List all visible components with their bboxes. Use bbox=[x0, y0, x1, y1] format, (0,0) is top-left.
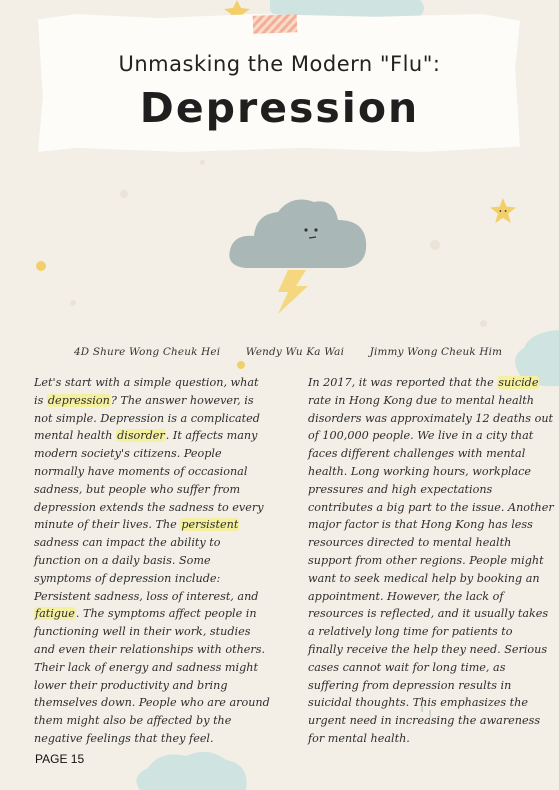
star-icon bbox=[490, 198, 516, 224]
author-name: 4D Shure Wong Cheuk Hei bbox=[74, 346, 221, 358]
text-segment: appointment. However, the lack of bbox=[308, 589, 504, 603]
author-line bbox=[74, 346, 514, 358]
text-segment: symptoms of depression include: bbox=[34, 571, 221, 585]
background-speck bbox=[120, 190, 128, 198]
body-text-line bbox=[34, 712, 270, 730]
article-column-right bbox=[308, 374, 554, 748]
text-segment: lower their productivity and bring bbox=[34, 678, 228, 692]
bottom-cloud-blob-icon bbox=[130, 746, 250, 790]
body-text-line bbox=[308, 445, 540, 463]
text-segment: sadness, but people who suffer from bbox=[34, 482, 241, 496]
highlighted-keyword: suicide bbox=[498, 376, 539, 389]
article-column-left bbox=[34, 374, 270, 748]
washi-tape bbox=[253, 14, 298, 34]
text-segment: not simple. Depression is a complicated bbox=[34, 411, 260, 425]
body-text-line bbox=[308, 427, 540, 445]
text-segment: function on a daily basis. Some bbox=[34, 553, 211, 567]
body-text-line bbox=[308, 481, 540, 499]
body-text-line bbox=[308, 677, 540, 695]
body-text-line bbox=[308, 694, 540, 712]
text-segment: for mental health. bbox=[308, 731, 410, 745]
text-segment: of 100,000 people. We live in a city that bbox=[308, 429, 534, 443]
text-segment: functioning well in their work, studies bbox=[34, 625, 251, 639]
text-segment: finally receive the help they need. Serious bbox=[308, 642, 548, 656]
text-segment: contributes a big part to the issue. Another bbox=[308, 500, 554, 514]
background-speck bbox=[480, 320, 487, 327]
page-number: PAGE 15 bbox=[35, 752, 85, 766]
body-text-line bbox=[308, 410, 554, 428]
text-segment: . The symptoms affect people in bbox=[75, 607, 257, 621]
text-segment: sadness can impact the ability to bbox=[34, 536, 221, 550]
body-text-line bbox=[34, 641, 270, 659]
body-text-line bbox=[34, 427, 270, 445]
body-text-line bbox=[34, 516, 270, 534]
text-segment: modern society's citizens. People bbox=[34, 447, 222, 461]
body-text-line bbox=[34, 730, 270, 748]
body-text-line bbox=[34, 570, 270, 588]
text-segment: themselves down. People who are around bbox=[34, 696, 270, 710]
body-text-line bbox=[308, 392, 540, 410]
rain-cloud-icon bbox=[226, 190, 371, 320]
text-segment: In 2017, it was reported that the bbox=[308, 376, 498, 389]
body-text-line bbox=[34, 677, 270, 695]
body-text-line bbox=[34, 623, 270, 641]
body-text-line bbox=[34, 659, 270, 677]
body-text-line bbox=[34, 694, 270, 712]
text-segment: mental health bbox=[34, 429, 117, 443]
body-text-line bbox=[308, 374, 540, 392]
yellow-dot-icon bbox=[35, 260, 47, 272]
body-text-line bbox=[308, 730, 540, 748]
text-segment: normally have moments of occasional bbox=[34, 464, 248, 478]
body-text-line bbox=[308, 623, 540, 641]
body-text-line bbox=[34, 481, 270, 499]
text-segment: pressures and high expectations bbox=[308, 482, 493, 496]
body-text-line bbox=[308, 570, 540, 588]
text-segment: resources is reflected, and it usually takes bbox=[308, 607, 549, 621]
text-segment: a relatively long time for patients to bbox=[308, 625, 513, 639]
text-segment: health. Long working hours, workplace bbox=[308, 464, 531, 478]
text-segment: major factor is that Hong Kong has less bbox=[308, 518, 533, 532]
body-text-line bbox=[34, 605, 270, 623]
text-segment: cases cannot wait for long time, as bbox=[308, 660, 506, 674]
text-segment: Persistent sadness, loss of interest, and bbox=[34, 589, 259, 603]
page-subtitle: Unmasking the Modern "Flu": bbox=[118, 52, 441, 76]
text-segment: rate in Hong Kong due to mental health bbox=[308, 393, 535, 407]
body-text-line bbox=[34, 410, 270, 428]
body-text-line bbox=[34, 392, 270, 410]
yellow-dot-icon bbox=[236, 360, 246, 370]
body-text-line bbox=[34, 588, 270, 606]
text-segment: them might also be affected by the bbox=[34, 714, 232, 728]
body-text-line bbox=[308, 605, 549, 623]
text-segment: depression extends the sadness to every bbox=[34, 500, 264, 514]
text-segment: . It affects many bbox=[165, 429, 258, 443]
text-segment: disorders was approximately 12 deaths out bbox=[308, 411, 554, 425]
body-text-line bbox=[34, 534, 270, 552]
highlighted-keyword: disorder bbox=[117, 429, 165, 443]
text-segment: negative feelings that they feel. bbox=[34, 731, 214, 745]
body-text-line bbox=[308, 463, 540, 481]
body-text-line bbox=[308, 659, 540, 677]
body-text-line bbox=[34, 445, 270, 463]
text-segment: faces different challenges with mental bbox=[308, 447, 526, 461]
text-segment: support from other regions. People might bbox=[308, 553, 544, 567]
body-text-line bbox=[308, 588, 540, 606]
highlighted-keyword: fatigue bbox=[35, 607, 75, 621]
highlighted-keyword: depression bbox=[47, 393, 110, 407]
background-speck bbox=[430, 240, 440, 250]
text-segment: suicidal thoughts. This emphasizes the bbox=[308, 696, 528, 710]
lightning-bolt-icon bbox=[278, 270, 308, 314]
highlighted-keyword: persistent bbox=[181, 518, 239, 532]
text-segment: ? The answer however, is bbox=[110, 393, 254, 407]
text-segment: is bbox=[34, 393, 47, 407]
text-segment: minute of their lives. The bbox=[34, 518, 181, 532]
text-segment: and even their relationships with others. bbox=[34, 642, 266, 656]
body-text-line bbox=[34, 374, 270, 392]
page-title: Depression bbox=[139, 84, 420, 132]
body-text-line bbox=[308, 534, 540, 552]
text-segment: resources directed to mental health bbox=[308, 536, 512, 550]
body-text-line bbox=[308, 712, 540, 730]
body-text-line bbox=[34, 552, 270, 570]
author-name: Wendy Wu Ka Wai bbox=[245, 346, 345, 358]
author-name: Jimmy Wong Cheuk Him bbox=[369, 346, 503, 358]
body-text-line bbox=[34, 499, 270, 517]
text-segment: Let's start with a simple question, what bbox=[34, 376, 259, 389]
body-text-line bbox=[308, 641, 548, 659]
text-segment: suffering from depression results in bbox=[308, 678, 512, 692]
text-segment: want to seek medical help by booking an bbox=[308, 571, 540, 585]
body-text-line bbox=[308, 552, 544, 570]
text-segment: urgent need in increasing the awareness bbox=[308, 714, 541, 728]
background-speck bbox=[200, 160, 205, 165]
body-text-line bbox=[34, 463, 270, 481]
body-text-line bbox=[308, 499, 554, 517]
text-segment: Their lack of energy and sadness might bbox=[34, 660, 258, 674]
background-speck bbox=[70, 300, 76, 306]
body-text-line bbox=[308, 516, 540, 534]
